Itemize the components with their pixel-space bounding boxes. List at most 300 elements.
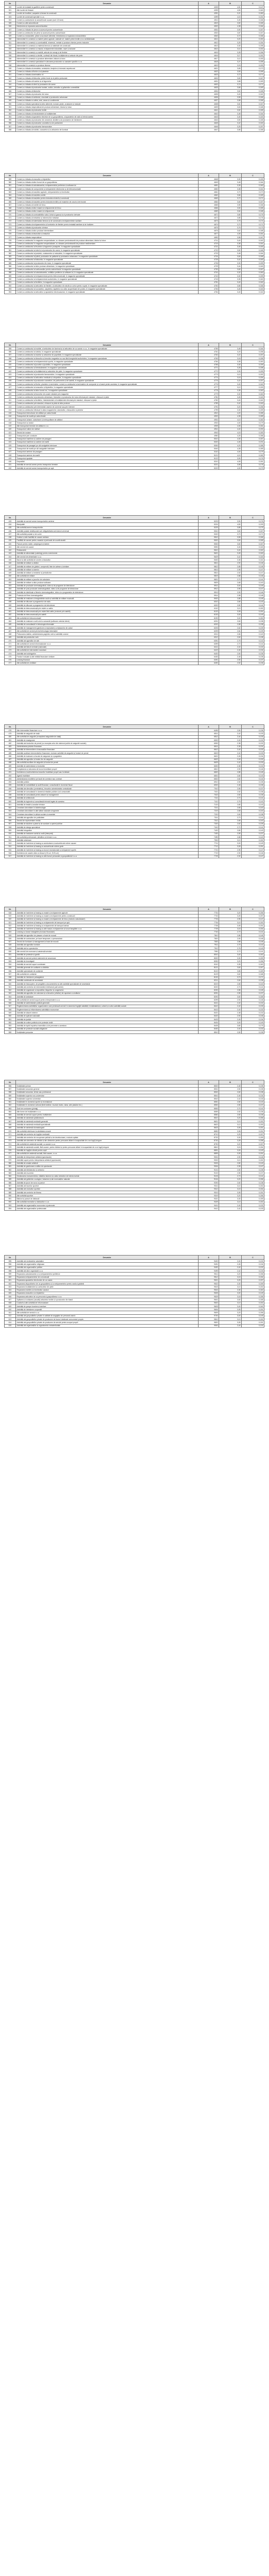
value-a: 8122 (199, 969, 219, 972)
value-c: 0,132 (242, 1002, 264, 1005)
row-number: 588 (5, 1188, 16, 1191)
value-a: 5320 (199, 533, 219, 536)
row-number: 378 (5, 239, 16, 242)
activity-name: Activități de închiriere și leasing cu alte bunuri personale și gospodărești n.c.a. (16, 855, 199, 858)
column-header: A (199, 174, 219, 178)
value-a: 4759 (199, 347, 219, 350)
data-table (4, 1255, 264, 1328)
value-b: 3,40 (219, 1304, 242, 1308)
activity-name: Activități ale gospodăriilor private de producere de bunuri destinate consumului propriu (16, 1317, 199, 1320)
activity-name: Activități de difuzare a programelor de radio (16, 600, 199, 603)
row-number: 452 (5, 581, 16, 584)
value-c: 0,160 (242, 1289, 264, 1292)
row-number: 375 (5, 229, 16, 232)
row-number: 395 (5, 347, 16, 350)
row-number: 552 (5, 1021, 16, 1024)
value-a: 4754 (199, 291, 219, 294)
row-number: 350 (5, 103, 16, 106)
activity-name: Cercetare-dezvoltare în biotehnologie (16, 806, 199, 809)
value-b: 3,87 (219, 31, 242, 35)
header-row (5, 907, 264, 911)
activity-name: Comerț cu amănuntul al echipamentului sportiv, în magazine specializate (16, 360, 199, 363)
value-c: 0,147 (242, 855, 264, 858)
value-a: 4931 (199, 418, 219, 421)
column-header: Nr. (5, 907, 16, 911)
activity-name: Activități ale organizațiilor religioase (16, 1263, 199, 1266)
value-c: 0,132 (242, 1204, 264, 1207)
row-number: 591 (5, 1197, 16, 1200)
column-header: B (219, 516, 242, 520)
value-a: 8790 (199, 1142, 219, 1145)
activity-name: Comerț cu amănuntul al florilor, plantelor și semințelor; comerț cu amănuntul al animalelor de companie și a hranei pentru acestea, în magazine specializate (16, 383, 199, 386)
value-a: 7500 (199, 839, 219, 842)
value-a: 7731 (199, 911, 219, 914)
row-number: 519 (5, 914, 16, 918)
value-b: 2,55 (219, 658, 242, 662)
value-a: 5912 (199, 587, 219, 590)
value-b: 3,30 (219, 370, 242, 373)
value-c: 0,138 (242, 1181, 264, 1184)
value-c: 0,156 (242, 960, 264, 963)
value-b: 2,70 (219, 796, 242, 800)
row-number: 540 (5, 982, 16, 986)
activity-name: Activități de realizare a soft-ului la comandă (software orientat client) (16, 620, 199, 623)
activity-name: Comerț cu amănuntul al carburanților pentru autovehicule în magazine specializate (16, 268, 199, 271)
activity-name: Comerț cu amănuntul în magazine nespecializate, cu vânzare predominantă de produse nealimentare (16, 242, 199, 245)
value-b: 3,65 (219, 67, 242, 70)
activity-name: Comerț cu amănuntul în magazine nespecializate, cu vânzare predominantă de produse alimentare, băuturi și tutun (16, 239, 199, 242)
activity-name: Activități ale tur-operatorilor (16, 947, 199, 950)
value-c: 0,168 (242, 210, 264, 213)
value-a: 9609 (199, 1311, 219, 1314)
value-a: 7711 (199, 842, 219, 845)
value-c: 0,149 (242, 1149, 264, 1152)
value-a: 9102 (199, 1172, 219, 1175)
value-a: 4339 (199, 9, 219, 12)
value-c: 0,156 (242, 1178, 264, 1181)
value-a: 4666 (199, 207, 219, 210)
value-c: 0,163 (242, 396, 264, 399)
activity-name: Școli de conducere (pilotaj) (16, 1107, 199, 1110)
value-c: 0,156 (242, 1311, 264, 1314)
activity-name: Reglementarea activităților organismelor care prestează servicii în domeniul îngrijirii sănătății, învățământului, culturii și a altor activități sociale (16, 1005, 199, 1008)
row-number: 598 (5, 1269, 16, 1272)
activity-name: Alte activități auxiliare de asigurări și fonduri de pensii (16, 761, 199, 764)
activity-name: Activități de pompe funebre și similare (16, 1304, 199, 1308)
row-number: 578 (5, 1156, 16, 1159)
value-a: 8291 (199, 992, 219, 995)
column-header: C (242, 516, 264, 520)
value-c: 0,160 (242, 9, 264, 12)
activity-name: Comerț cu alte autovehicule (16, 22, 199, 25)
value-b: 2,38 (219, 742, 242, 745)
value-c: 0,160 (242, 963, 264, 966)
row-number: 408 (5, 389, 16, 392)
value-b: 3,00 (219, 842, 242, 845)
value-c: 0,165 (242, 255, 264, 258)
value-b: 3,50 (219, 539, 242, 542)
value-c: 0,170 (242, 67, 264, 70)
row-number: 577 (5, 1152, 16, 1155)
value-c: 0,132 (242, 1011, 264, 1014)
activity-name: Reglementarea și eficientizarea activităților economice (16, 1008, 199, 1011)
column-header: Denumire (16, 174, 199, 178)
value-a: 9529 (199, 1295, 219, 1298)
activity-name: Activități de servicii suport combinate (16, 963, 199, 966)
value-a: 8552 (199, 1104, 219, 1107)
value-a: 5310 (199, 529, 219, 532)
value-b: 3,65 (219, 969, 242, 972)
row-number: 493 (5, 777, 16, 781)
activity-name: Activități de închiriere și leasing cu mașini și echipamente agricole (16, 911, 199, 914)
row-number: 495 (5, 784, 16, 787)
value-b: 2,50 (219, 1031, 242, 1034)
value-a: 8411 (199, 1002, 219, 1005)
row-number: 610 (5, 1308, 16, 1311)
value-c: 0,146 (242, 998, 264, 1002)
row-number: 324 (5, 19, 16, 22)
value-a: 8542 (199, 1097, 219, 1100)
column-header: Nr. (5, 1256, 16, 1260)
value-b: 2,48 (219, 655, 242, 658)
row-number: 517 (5, 855, 16, 858)
value-c: 0,159 (242, 262, 264, 265)
column-header: Denumire (16, 1080, 199, 1084)
value-b: 3,12 (219, 57, 242, 60)
activity-name: Comerț cu ridicata al ceasurilor și bijuteriilor (16, 178, 199, 181)
value-a: 9700 (199, 1314, 219, 1317)
value-b: 3,17 (219, 54, 242, 57)
activity-name: Servicii de furnizare și management a forței de muncă (16, 940, 199, 943)
value-a: 4711 (199, 239, 219, 242)
value-c: 0,152 (242, 1301, 264, 1304)
value-c: 0,155 (242, 60, 264, 63)
value-b: 3,25 (219, 1133, 242, 1136)
value-c: 0,147 (242, 1165, 264, 1168)
activity-name: Comerț cu amănuntul al încălțămintei și articolelor din piele, în magazine specializate (16, 370, 199, 373)
value-c: 0,153 (242, 57, 264, 60)
value-c: 0,152 (242, 921, 264, 924)
value-c: 0,152 (242, 54, 264, 57)
row-number: 568 (5, 1123, 16, 1126)
value-a: 4649 (199, 181, 219, 184)
value-b: 2,40 (219, 748, 242, 751)
value-b: 2,48 (219, 1084, 242, 1088)
row-number: 547 (5, 1005, 16, 1008)
value-c: 0,146 (242, 1014, 264, 1018)
row-number: 445 (5, 558, 16, 562)
value-c: 0,149 (242, 1292, 264, 1295)
row-number: 475 (5, 655, 16, 658)
value-a: 6511 (199, 732, 219, 735)
row-number: 549 (5, 1011, 16, 1014)
table-row (5, 467, 264, 470)
activity-name: Activități de servicii anexe pentru transporturi terestre (16, 463, 199, 466)
row-number: 333 (5, 47, 16, 50)
row-number: 474 (5, 652, 16, 655)
value-a: 8425 (199, 1024, 219, 1027)
value-a: 8423 (199, 1018, 219, 1021)
row-number: 463 (5, 617, 16, 620)
row-number: 501 (5, 803, 16, 806)
value-c: 0,132 (242, 758, 264, 761)
value-a: 8299 (199, 998, 219, 1002)
value-c: 0,181 (242, 460, 264, 463)
row-number: 594 (5, 1207, 16, 1210)
activity-name: Comerț cu ridicata al mașinilor agricole, echipamentelor și furniturilor (16, 191, 199, 194)
activity-name: Activități ale organizațiilor economice și patronale (16, 1204, 199, 1207)
value-a: 5510 (199, 536, 219, 539)
activity-name: Facilități de cazare pentru vacanțe și perioade de scurtă durată (16, 539, 199, 542)
value-a: 5520 (199, 539, 219, 542)
value-b: 4,10 (219, 418, 242, 421)
row-number: 509 (5, 829, 16, 832)
value-c: 0,152 (242, 1200, 264, 1204)
activity-name: Transporturi maritime și costiere de pasageri (16, 437, 199, 440)
row-number: 579 (5, 1159, 16, 1162)
activity-name: Comerț cu amănuntul al îmbrăcămintei, în magazine specializate (16, 366, 199, 369)
row-number: 436 (5, 529, 16, 532)
row-number: 525 (5, 934, 16, 937)
column-header: Denumire (16, 725, 199, 729)
activity-name: Comerț cu ridicata al combustibililor solizi, lichizi și gazoși și al produselor derivate (16, 213, 199, 216)
value-c: 0,167 (242, 28, 264, 31)
value-c: 0,145 (242, 565, 264, 568)
value-a: 9492 (199, 1266, 219, 1269)
value-c: 0,171 (242, 533, 264, 536)
activity-name: Transporturi interurbane de călători pe calea ferată (16, 412, 199, 415)
value-b: 3,68 (219, 80, 242, 83)
activity-name: Alte forme de învățământ n.c.a. (16, 1110, 199, 1113)
value-a: 9412 (199, 1207, 219, 1210)
row-number: 379 (5, 242, 16, 245)
value-b: 3,05 (219, 1191, 242, 1194)
table-sheet (4, 724, 264, 858)
value-c: 0,152 (242, 1159, 264, 1162)
value-a: 5030 (199, 444, 219, 447)
value-b: 4,00 (219, 467, 242, 470)
value-c: 0,159 (242, 956, 264, 959)
row-number: 394 (5, 291, 16, 294)
value-c: 0,138 (242, 620, 264, 623)
row-number: 431 (5, 463, 16, 466)
value-a: 4652 (199, 187, 219, 190)
row-number: 432 (5, 467, 16, 470)
value-b: 2,55 (219, 832, 242, 835)
value-a: 6512 (199, 735, 219, 738)
activity-name: Alte activități de servicii n.c.a. (16, 1311, 199, 1314)
activity-name: Baruri și alte activități de servire a băuturilor (16, 558, 199, 562)
value-a: 4391 (199, 12, 219, 15)
value-b: 3,45 (219, 396, 242, 399)
value-b: 3,30 (219, 1136, 242, 1139)
value-c: 0,138 (242, 813, 264, 816)
activity-name: Activități de telecomunicații prin satelit (16, 613, 199, 616)
value-b: 3,30 (219, 262, 242, 265)
row-number: 400 (5, 363, 16, 366)
value-c: 0,179 (242, 467, 264, 470)
row-number: 418 (5, 421, 16, 425)
activity-name: Cumpărarea și vânzarea de bunuri imobiliare proprii (16, 768, 199, 771)
value-c: 0,133 (242, 1269, 264, 1272)
row-number: 558 (5, 1091, 16, 1094)
value-c: 0,164 (242, 181, 264, 184)
row-number: 355 (5, 118, 16, 122)
value-a: 9900 (199, 1324, 219, 1327)
value-a: 9525 (199, 1292, 219, 1295)
activity-name: Comerț cu amănuntul al produselor din tutun, în magazine specializate (16, 262, 199, 265)
value-a: 9523 (199, 1285, 219, 1289)
value-a: 8720 (199, 1136, 219, 1139)
activity-name: Comerț cu ridicata al băuturilor (16, 90, 199, 93)
value-c: 0,152 (242, 839, 264, 842)
activity-name: Activități ale organizațiilor profesionale (16, 1207, 199, 1210)
activity-name: Repararea calculatoarelor și a echipamentelor periferice (16, 1273, 199, 1276)
value-c: 0,138 (242, 636, 264, 639)
value-b: 3,35 (219, 389, 242, 392)
value-a: 8424 (199, 1021, 219, 1024)
value-c: 0,133 (242, 1097, 264, 1100)
value-c: 0,144 (242, 777, 264, 781)
row-number: 456 (5, 594, 16, 597)
value-b: 3,48 (219, 112, 242, 115)
value-b: 2,65 (219, 581, 242, 584)
value-b: 3,32 (219, 392, 242, 395)
activity-name: Activități de management (gestiune și exploatare) a mijloacelor de calcul (16, 626, 199, 629)
value-a: 7733 (199, 918, 219, 921)
value-b: 3,20 (219, 405, 242, 408)
row-number: 503 (5, 809, 16, 812)
value-c: 0,133 (242, 1005, 264, 1008)
value-a: 4776 (199, 383, 219, 386)
value-b: 2,88 (219, 940, 242, 943)
value-c: 0,168 (242, 90, 264, 93)
value-b: 4,15 (219, 431, 242, 434)
value-c: 0,171 (242, 73, 264, 76)
table-sheet (4, 343, 264, 470)
value-b: 3,00 (219, 584, 242, 587)
data-table (4, 724, 264, 858)
column-header: C (242, 1256, 264, 1260)
value-a: 4641 (199, 109, 219, 112)
activity-name: Intermedieri în comerțul cu materii prime agricole, animale vii, materii prime textile și cu semifabricate (16, 38, 199, 41)
row-number: 380 (5, 245, 16, 248)
table-row (5, 855, 264, 858)
value-b: 3,30 (219, 44, 242, 47)
value-c: 0,151 (242, 1321, 264, 1324)
value-b: 3,45 (219, 245, 242, 248)
value-b: 3,10 (219, 373, 242, 376)
header-row (5, 2, 264, 6)
activity-name: Activități de închiriere și leasing cu mașini și echipamente pentru construcții (16, 914, 199, 918)
value-a: 4624 (199, 77, 219, 80)
value-a: 6810 (199, 768, 219, 771)
row-number: 482 (5, 742, 16, 745)
value-b: 4,50 (219, 9, 242, 12)
value-b: 3,55 (219, 204, 242, 207)
value-b: 2,55 (219, 1104, 242, 1107)
row-number: 411 (5, 399, 16, 402)
value-a: 6399 (199, 642, 219, 646)
value-a: 4613 (199, 44, 219, 47)
value-a: 7911 (199, 943, 219, 946)
table-row (5, 291, 264, 294)
row-number: 360 (5, 181, 16, 184)
value-c: 0,165 (242, 22, 264, 25)
activity-name: Agenții imobiliare (16, 774, 199, 777)
value-a: 6621 (199, 755, 219, 758)
value-c: 0,167 (242, 529, 264, 532)
value-a: 4646 (199, 125, 219, 128)
activity-name: Comerț cu ridicata cu cafea, ceai, cacao și condimente (16, 99, 199, 102)
activity-name: Repararea articolelor de uz personal și gospodăresc n.c.a. (16, 1295, 199, 1298)
value-a: 8622 (199, 1123, 219, 1126)
value-b: 2,70 (219, 930, 242, 934)
activity-name: Activități ale agențiilor turistice (16, 943, 199, 946)
value-b: 2,75 (219, 943, 242, 946)
value-a: 8531 (199, 1088, 219, 1091)
value-a: 7740 (199, 930, 219, 934)
activity-name: Activități de reasigurare (16, 738, 199, 741)
column-header: A (199, 1256, 219, 1260)
row-number: 550 (5, 1014, 16, 1018)
activity-name: Alte activități profesionale, științifice și tehnice n.c.a. (16, 835, 199, 838)
value-a: 5224 (199, 523, 219, 526)
value-a: 4663 (199, 197, 219, 200)
activity-name: Închirierea și subînchirierea bunurilor imobiliare proprii sau închiriate (16, 771, 199, 774)
value-b: 3,05 (219, 1308, 242, 1311)
value-a: 4648 (199, 178, 219, 181)
value-c: 0,149 (242, 613, 264, 616)
value-c: 0,143 (242, 947, 264, 950)
value-c: 0,171 (242, 976, 264, 979)
value-c: 0,135 (242, 1084, 264, 1088)
value-b: 2,48 (219, 784, 242, 787)
value-b: 4,35 (219, 447, 242, 450)
value-c: 0,147 (242, 587, 264, 590)
value-c: 0,145 (242, 771, 264, 774)
value-b: 2,90 (219, 852, 242, 855)
value-a: 4763 (199, 357, 219, 360)
value-a: 6611 (199, 745, 219, 748)
value-a: 9312 (199, 1188, 219, 1191)
value-c: 0,163 (242, 555, 264, 558)
row-number: 347 (5, 93, 16, 96)
value-b: 3,10 (219, 607, 242, 610)
activity-name: Comerț cu ridicata al mobilei de birou (16, 204, 199, 207)
value-a: 4761 (199, 350, 219, 353)
value-b: 3,56 (219, 128, 242, 131)
row-number: 554 (5, 1027, 16, 1030)
activity-name: Activități de testări și analize tehnice (16, 803, 199, 806)
value-c: 0,131 (242, 745, 264, 748)
value-c: 0,146 (242, 937, 264, 940)
row-number: 499 (5, 796, 16, 800)
value-c: 0,146 (242, 940, 264, 943)
value-a: 4520 (199, 25, 219, 28)
value-b: 2,95 (219, 1165, 242, 1168)
activity-name: Activități de ambalare (16, 995, 199, 998)
value-a: 5911 (199, 584, 219, 587)
activity-name: Intermedieri în comerțul cu textile, confecții din blană, încălțăminte și articole din piele (16, 54, 199, 57)
row-number: 438 (5, 536, 16, 539)
row-number: 321 (5, 9, 16, 12)
row-number: 328 (5, 31, 16, 35)
value-b: 2,55 (219, 787, 242, 790)
value-a: 4325 (199, 6, 219, 9)
value-b: 3,10 (219, 1317, 242, 1320)
value-c: 0,141 (242, 578, 264, 581)
